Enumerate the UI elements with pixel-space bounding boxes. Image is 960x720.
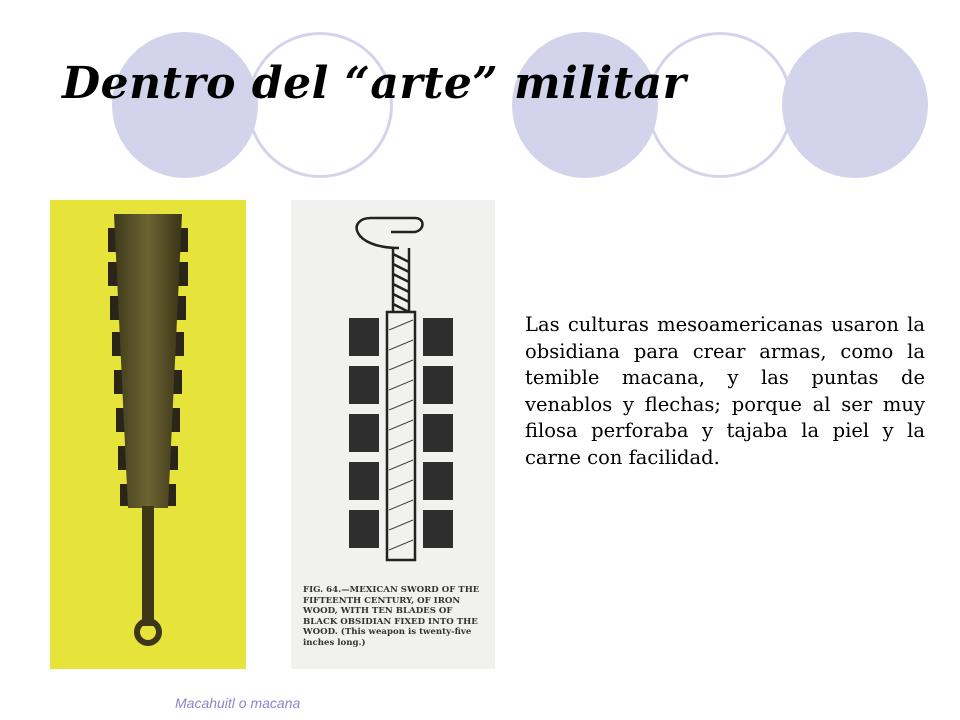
- image-caption: Macahuitl o macana: [175, 695, 301, 711]
- figure-caption: FIG. 64.—MEXICAN SWORD OF THE FIFTEENTH CENTURY, OF IRON WOOD, WITH TEN BLADES OF BLACK OBSIDIAN FIXED INTO THE WOOD. (This weapon is twenty-five inches long.): [303, 585, 480, 648]
- slide-title: Dentro del “arte” militar: [62, 58, 687, 109]
- body-text: Las culturas mesoamericanas usaron la obsidiana para crear armas, como la temible macana, y las puntas de venablos y flechas; porque al ser muy filosa perforaba y tajaba la piel y la carne con facilidad.: [525, 313, 925, 469]
- macana-photo-illustration: [50, 200, 246, 669]
- macana-engraving: [291, 200, 495, 669]
- macana-engraving-illustration: [291, 200, 495, 580]
- decor-circle-5: [782, 32, 928, 178]
- macana-photo: [50, 200, 246, 669]
